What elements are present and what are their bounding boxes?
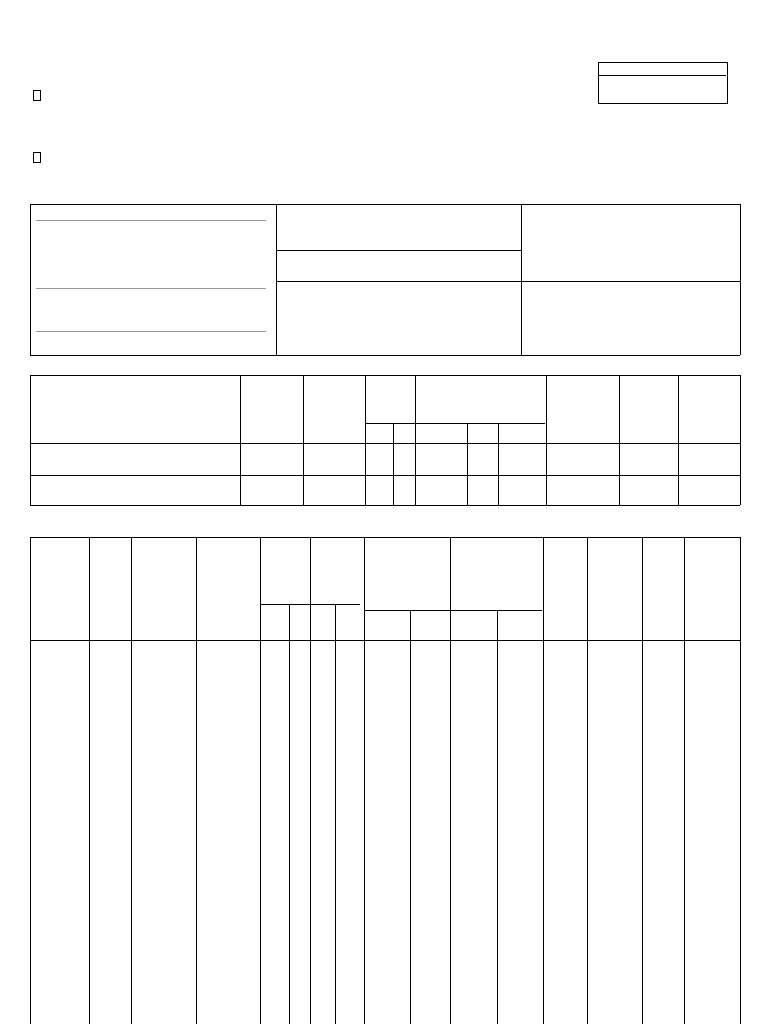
omb-box — [598, 62, 728, 104]
reporting-person-name — [36, 220, 266, 221]
city-line — [36, 312, 266, 332]
section16-checkbox[interactable] — [33, 90, 41, 101]
street-value — [36, 268, 266, 289]
rule10b5-checkbox[interactable] — [33, 152, 41, 163]
